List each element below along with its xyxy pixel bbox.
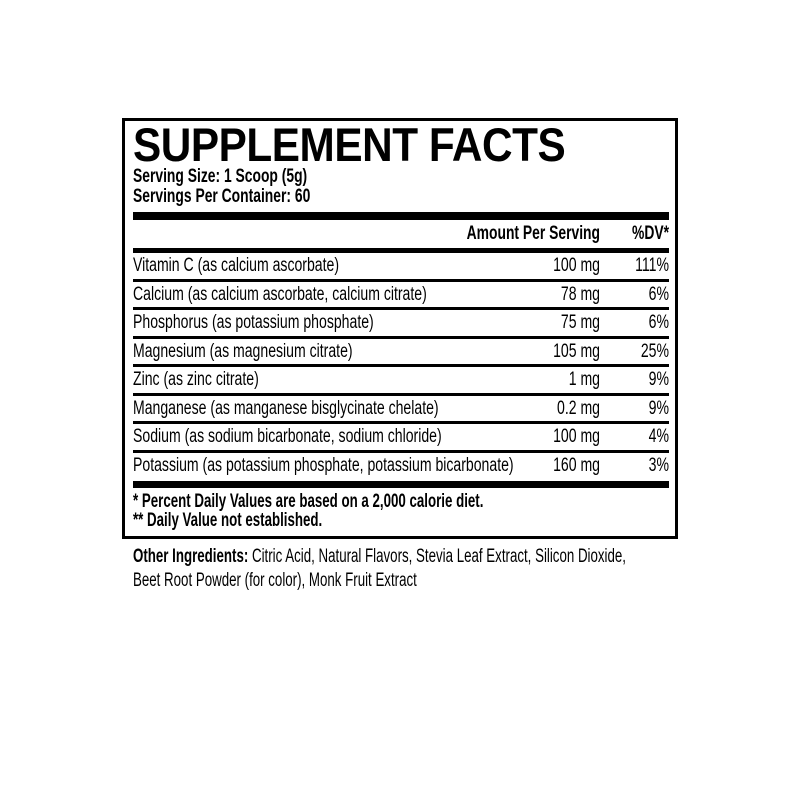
footnotes <box>133 493 669 530</box>
nutrient-label: Potassium (as potassium phosphate, potassium bicarbonate) <box>133 454 514 476</box>
header-percent-dv: %DV* <box>631 223 669 244</box>
other-ingredients <box>133 545 655 593</box>
nutrient-label: Phosphorus (as potassium phosphate) <box>133 312 374 333</box>
nutrient-table <box>133 253 669 478</box>
nutrient-dv: 6% <box>648 283 669 305</box>
nutrient-row-zinc <box>133 367 669 396</box>
nutrient-row-sodium <box>133 424 669 453</box>
nutrient-amount: 0.2 mg <box>557 397 600 419</box>
nutrient-amount: 105 mg <box>553 340 600 362</box>
nutrient-row-magnesium <box>133 339 669 368</box>
nutrient-dv: 6% <box>648 312 669 333</box>
footnote-percent-daily-values: * Percent Daily Values are based on a 2,000 calorie diet. <box>133 491 484 512</box>
nutrient-label: Manganese (as manganese bisglycinate chelate) <box>133 397 439 419</box>
nutrient-dv: 111% <box>635 255 669 276</box>
header-amount-per-serving: Amount Per Serving <box>466 223 600 244</box>
nutrient-row-potassium <box>133 453 669 479</box>
nutrient-amount: 100 mg <box>553 255 600 276</box>
nutrient-row-calcium <box>133 282 669 311</box>
serving-size: Serving Size: 1 Scoop (5g) <box>133 166 308 187</box>
nutrient-dv: 25% <box>640 340 669 362</box>
table-header-row <box>133 220 669 248</box>
nutrient-amount: 160 mg <box>553 454 600 476</box>
nutrient-amount: 78 mg <box>560 283 600 305</box>
nutrient-dv: 9% <box>648 397 669 419</box>
thick-divider-bottom <box>133 481 669 488</box>
nutrient-label: Calcium (as calcium ascorbate, calcium citrate) <box>133 283 427 305</box>
panel-title <box>133 118 669 171</box>
thick-divider-top <box>133 212 669 220</box>
nutrient-row-phosphorus <box>133 310 669 339</box>
nutrient-row-vitamin-c <box>133 253 669 282</box>
panel-title-text: SUPPLEMENT FACTS <box>133 118 566 171</box>
nutrient-dv: 3% <box>648 454 669 476</box>
other-ingredients-label: Other Ingredients: <box>133 546 249 567</box>
nutrient-dv: 9% <box>648 369 669 390</box>
supplement-facts-panel <box>122 118 678 539</box>
footnote-dv-not-established: ** Daily Value not established. <box>133 509 323 531</box>
other-ingredients-list: Citric Acid, Natural Flavors, Stevia Leaf Extract, Silicon Dioxide, Beet Root Powder (for color), Monk Fruit Extract <box>133 546 626 591</box>
nutrient-amount: 100 mg <box>553 426 600 447</box>
nutrient-label: Zinc (as zinc citrate) <box>133 369 259 390</box>
nutrient-dv: 4% <box>648 426 669 447</box>
nutrient-amount: 1 mg <box>568 369 600 390</box>
nutrient-label: Sodium (as sodium bicarbonate, sodium chloride) <box>133 426 442 447</box>
nutrient-row-manganese <box>133 396 669 425</box>
nutrient-label: Magnesium (as magnesium citrate) <box>133 340 353 362</box>
nutrient-amount: 75 mg <box>560 312 600 333</box>
nutrient-label: Vitamin C (as calcium ascorbate) <box>133 255 340 276</box>
servings-per-container: Servings Per Container: 60 <box>133 186 311 207</box>
